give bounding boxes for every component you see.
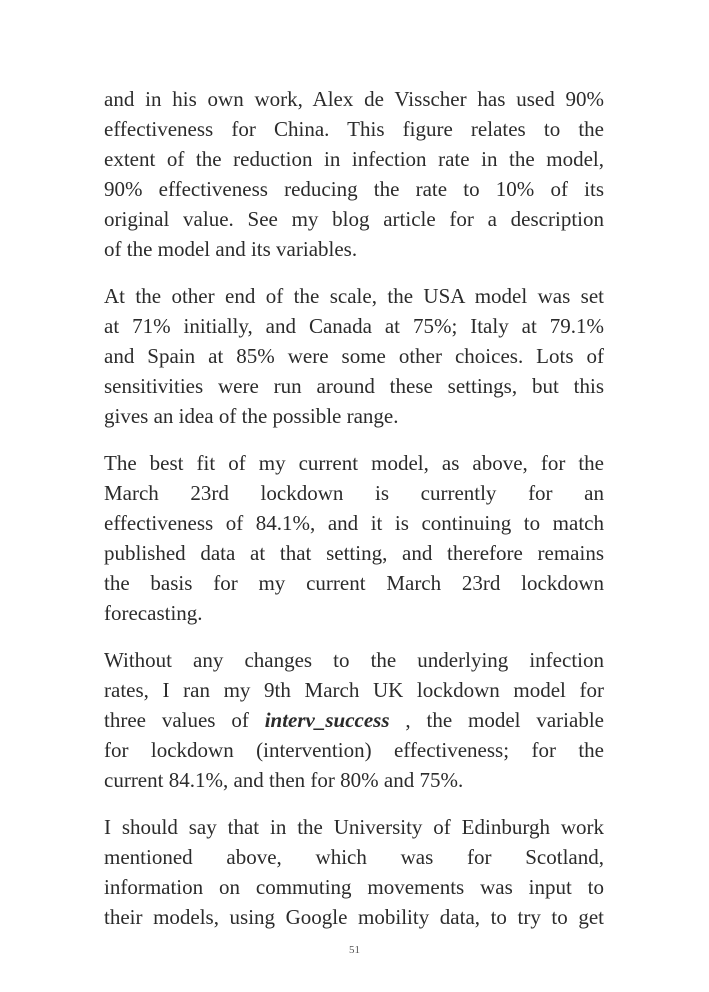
paragraph <box>104 281 604 431</box>
text-line: effectiveness for China. This figure relates to the <box>104 117 604 141</box>
text-line: forecasting. <box>104 601 203 625</box>
text-line: and Spain at 85% were some other choices. Lots of <box>104 344 604 368</box>
text-segment: three values of <box>104 708 265 732</box>
text-line: at 71% initially, and Canada at 75%; Italy at 79.1% <box>104 314 604 338</box>
text-line: original value. See my blog article for a description <box>104 207 604 231</box>
variable-name: interv_success <box>264 708 390 732</box>
text-line: gives an idea of the possible range. <box>104 404 399 428</box>
text-line: rates, I ran my 9th March UK lockdown model for <box>104 678 604 702</box>
text-line: for lockdown (intervention) effectiveness; for the <box>104 738 604 762</box>
body-text <box>104 84 604 949</box>
text-line: Without any changes to the underlying infection <box>104 648 604 672</box>
text-line: of the model and its variables. <box>104 237 358 261</box>
text-line: sensitivities were run around these settings, but this <box>104 374 604 398</box>
paragraph <box>104 812 604 932</box>
text-line: information on commuting movements was input to <box>104 875 604 899</box>
text-segment: , the model variable <box>389 708 604 732</box>
paragraph <box>104 645 604 795</box>
text-line: I should say that in the University of Edinburgh work <box>104 815 604 839</box>
text-line: 90% effectiveness reducing the rate to 10% of its <box>104 177 604 201</box>
paragraph <box>104 84 604 264</box>
page-number: 51 <box>349 944 360 956</box>
paragraph <box>104 448 604 628</box>
text-line: March 23rd lockdown is currently for an <box>104 481 604 505</box>
text-line <box>104 705 604 735</box>
text-line: At the other end of the scale, the USA model was set <box>104 284 604 308</box>
text-line: effectiveness of 84.1%, and it is continuing to match <box>104 511 604 535</box>
text-line: mentioned above, which was for Scotland, <box>104 845 604 869</box>
text-line: their models, using Google mobility data, to try to get <box>104 905 604 929</box>
text-line: and in his own work, Alex de Visscher has used 90% <box>104 87 604 111</box>
text-line: current 84.1%, and then for 80% and 75%. <box>104 768 464 792</box>
text-line: the basis for my current March 23rd lockdown <box>104 571 604 595</box>
text-line: The best fit of my current model, as above, for the <box>104 451 604 475</box>
text-line: extent of the reduction in infection rate in the model, <box>104 147 604 171</box>
text-line: published data at that setting, and therefore remains <box>104 541 604 565</box>
